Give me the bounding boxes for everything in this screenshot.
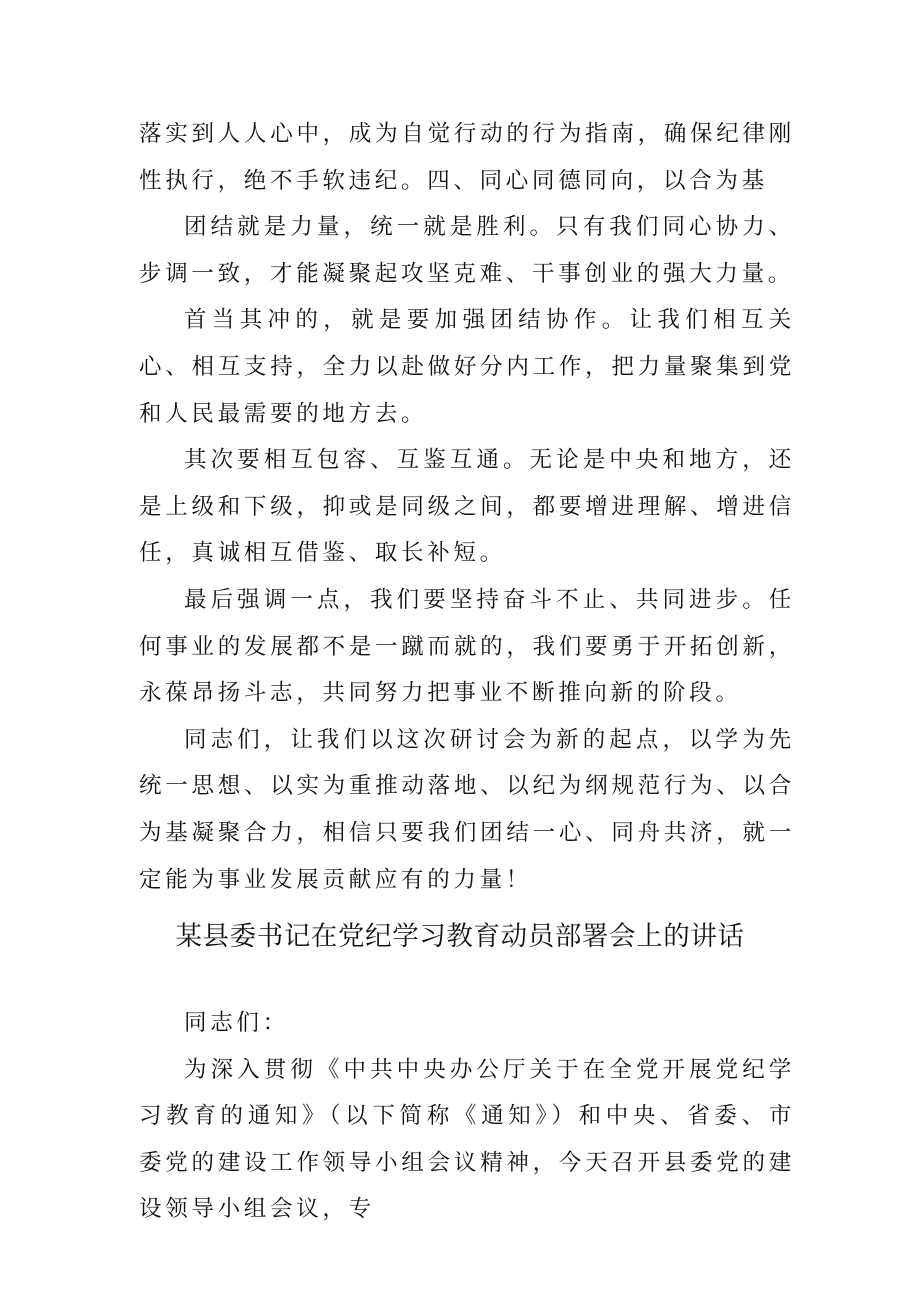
paragraph-cooperation: 首当其冲的，就是要加强团结协作。让我们相互关心、相互支持，全力以赴做好分内工作，把力量聚集到党和人民最需要的地方去。 xyxy=(139,307,795,427)
section-2-body xyxy=(139,1000,795,1233)
paragraph-progress: 最后强调一点，我们要坚持奋斗不止、共同进步。任何事业的发展都不是一蹴而就的，我们要勇于开拓创新，永葆昂扬斗志，共同努力把事业不断推向新的阶段。 xyxy=(139,586,795,707)
paragraph-unity: 团结就是力量，统一就是胜利。只有我们同心协力、步调一致，才能凝聚起攻坚克难、干事创业的强大力量。 xyxy=(139,214,795,287)
salutation: 同志们： xyxy=(184,1010,289,1036)
paragraph-closing: 同志们，让我们以这次研讨会为新的起点，以学为先统一思想、以实为重推动落地、以纪为纲规范行为、以合为基凝聚合力，相信只要我们团结一心、同舟共济，就一定能为事业发展贡献应有的力量！ xyxy=(139,726,795,893)
speech-title: 某县委书记在党纪学习教育动员部署会上的讲话 xyxy=(175,921,745,952)
paragraph-continuation: 落实到人人心中，成为自觉行动的行为指南，确保纪律刚性执行，绝不手软违纪。四、同心同德同向，以合为基 xyxy=(139,121,795,194)
paragraph-tolerance: 其次要相互包容、互鉴互通。无论是中央和地方，还是上级和下级，抑或是同级之间，都要增进理解、增进信任，真诚相互借鉴、取长补短。 xyxy=(139,447,795,567)
section-1-body xyxy=(139,111,795,903)
paragraph-intro: 为深入贯彻《中共中央办公厅关于在全党开展党纪学习教育的通知》（以下简称《通知》）和中央、省委、市委党的建设工作领导小组会议精神，今天召开县委党的建设领导小组会议，专 xyxy=(139,1056,795,1223)
